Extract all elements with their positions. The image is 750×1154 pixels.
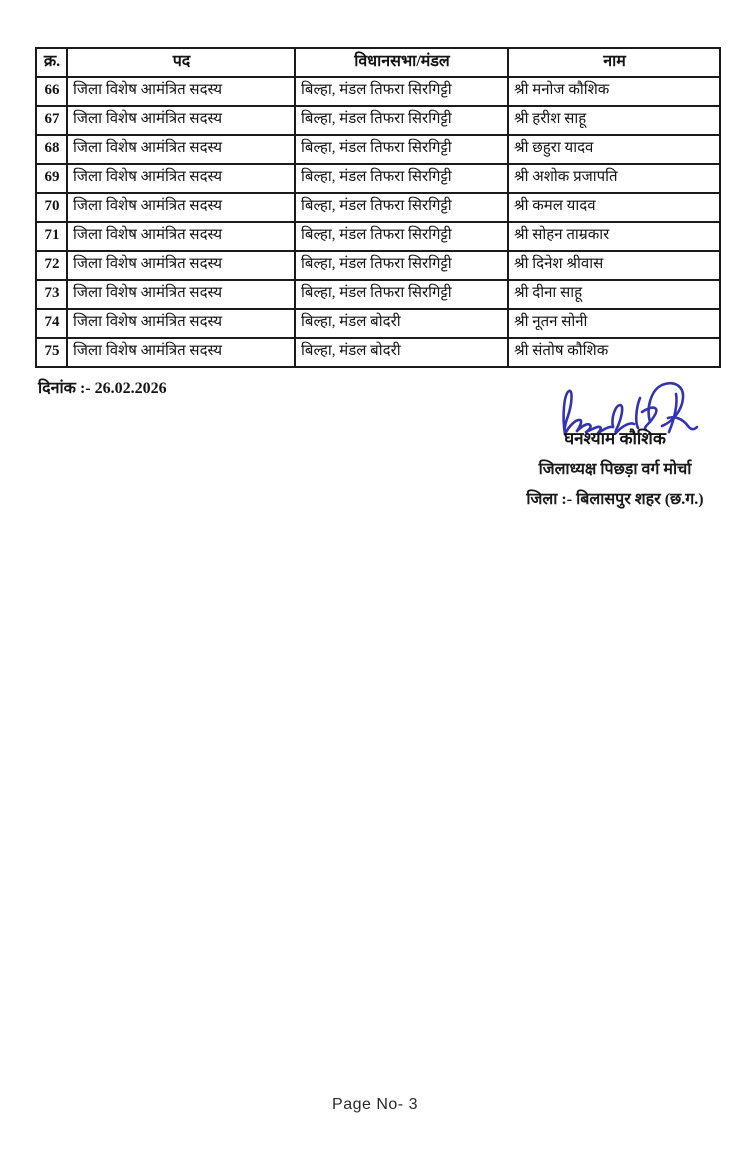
cell-post: जिला विशेष आमंत्रित सदस्य bbox=[67, 193, 295, 222]
header-division: विधानसभा/मंडल bbox=[295, 48, 508, 77]
cell-name: श्री दिनेश श्रीवास bbox=[508, 251, 720, 280]
signature-block bbox=[508, 380, 722, 509]
cell-division: बिल्हा, मंडल तिफरा सिरगिट्टी bbox=[295, 280, 508, 309]
members-table-body bbox=[36, 77, 720, 367]
cell-name: श्री कमल यादव bbox=[508, 193, 720, 222]
header-serial: क्र. bbox=[36, 48, 67, 77]
cell-name: श्री मनोज कौशिक bbox=[508, 77, 720, 106]
page-number: Page No- 3 bbox=[332, 1096, 418, 1113]
table-row bbox=[36, 164, 720, 193]
cell-division: बिल्हा, मंडल तिफरा सिरगिट्टी bbox=[295, 193, 508, 222]
table-row bbox=[36, 77, 720, 106]
cell-serial: 68 bbox=[36, 135, 67, 164]
cell-name: श्री नूतन सोनी bbox=[508, 309, 720, 338]
header-post: पद bbox=[67, 48, 295, 77]
cell-post: जिला विशेष आमंत्रित सदस्य bbox=[67, 135, 295, 164]
table-row bbox=[36, 135, 720, 164]
cell-serial: 71 bbox=[36, 222, 67, 251]
cell-name: श्री अशोक प्रजापति bbox=[508, 164, 720, 193]
cell-post: जिला विशेष आमंत्रित सदस्य bbox=[67, 251, 295, 280]
cell-division: बिल्हा, मंडल तिफरा सिरगिट्टी bbox=[295, 135, 508, 164]
date-line: दिनांक :- 26.02.2026 bbox=[38, 380, 167, 397]
cell-name: श्री दीना साहू bbox=[508, 280, 720, 309]
signatory-title: जिलाध्यक्ष पिछड़ा वर्ग मोर्चा bbox=[538, 461, 692, 478]
table-row bbox=[36, 222, 720, 251]
table-row bbox=[36, 251, 720, 280]
cell-serial: 70 bbox=[36, 193, 67, 222]
cell-post: जिला विशेष आमंत्रित सदस्य bbox=[67, 106, 295, 135]
cell-post: जिला विशेष आमंत्रित सदस्य bbox=[67, 222, 295, 251]
cell-division: बिल्हा, मंडल तिफरा सिरगिट्टी bbox=[295, 164, 508, 193]
cell-name: श्री संतोष कौशिक bbox=[508, 338, 720, 367]
cell-serial: 69 bbox=[36, 164, 67, 193]
table-row bbox=[36, 309, 720, 338]
signatory-district: जिला :- बिलासपुर शहर (छ.ग.) bbox=[526, 491, 704, 508]
cell-name: श्री हरीश साहू bbox=[508, 106, 720, 135]
cell-post: जिला विशेष आमंत्रित सदस्य bbox=[67, 309, 295, 338]
header-name: नाम bbox=[508, 48, 720, 77]
cell-name: श्री सोहन ताम्रकार bbox=[508, 222, 720, 251]
cell-division: बिल्हा, मंडल तिफरा सिरगिट्टी bbox=[295, 77, 508, 106]
table-row bbox=[36, 193, 720, 222]
cell-division: बिल्हा, मंडल तिफरा सिरगिट्टी bbox=[295, 251, 508, 280]
cell-post: जिला विशेष आमंत्रित सदस्य bbox=[67, 164, 295, 193]
cell-division: बिल्हा, मंडल बोदरी bbox=[295, 309, 508, 338]
cell-division: बिल्हा, मंडल तिफरा सिरगिट्टी bbox=[295, 106, 508, 135]
cell-serial: 73 bbox=[36, 280, 67, 309]
cell-post: जिला विशेष आमंत्रित सदस्य bbox=[67, 280, 295, 309]
table-header-row bbox=[36, 48, 720, 77]
table-row bbox=[36, 106, 720, 135]
table-row bbox=[36, 280, 720, 309]
cell-post: जिला विशेष आमंत्रित सदस्य bbox=[67, 77, 295, 106]
cell-post: जिला विशेष आमंत्रित सदस्य bbox=[67, 338, 295, 367]
cell-serial: 72 bbox=[36, 251, 67, 280]
cell-division: बिल्हा, मंडल तिफरा सिरगिट्टी bbox=[295, 222, 508, 251]
cell-serial: 74 bbox=[36, 309, 67, 338]
cell-name: श्री छहुरा यादव bbox=[508, 135, 720, 164]
members-table bbox=[35, 47, 721, 368]
cell-division: बिल्हा, मंडल बोदरी bbox=[295, 338, 508, 367]
cell-serial: 67 bbox=[36, 106, 67, 135]
cell-serial: 66 bbox=[36, 77, 67, 106]
signatory-name: घनश्याम कौशिक bbox=[564, 429, 666, 448]
cell-serial: 75 bbox=[36, 338, 67, 367]
table-row bbox=[36, 338, 720, 367]
